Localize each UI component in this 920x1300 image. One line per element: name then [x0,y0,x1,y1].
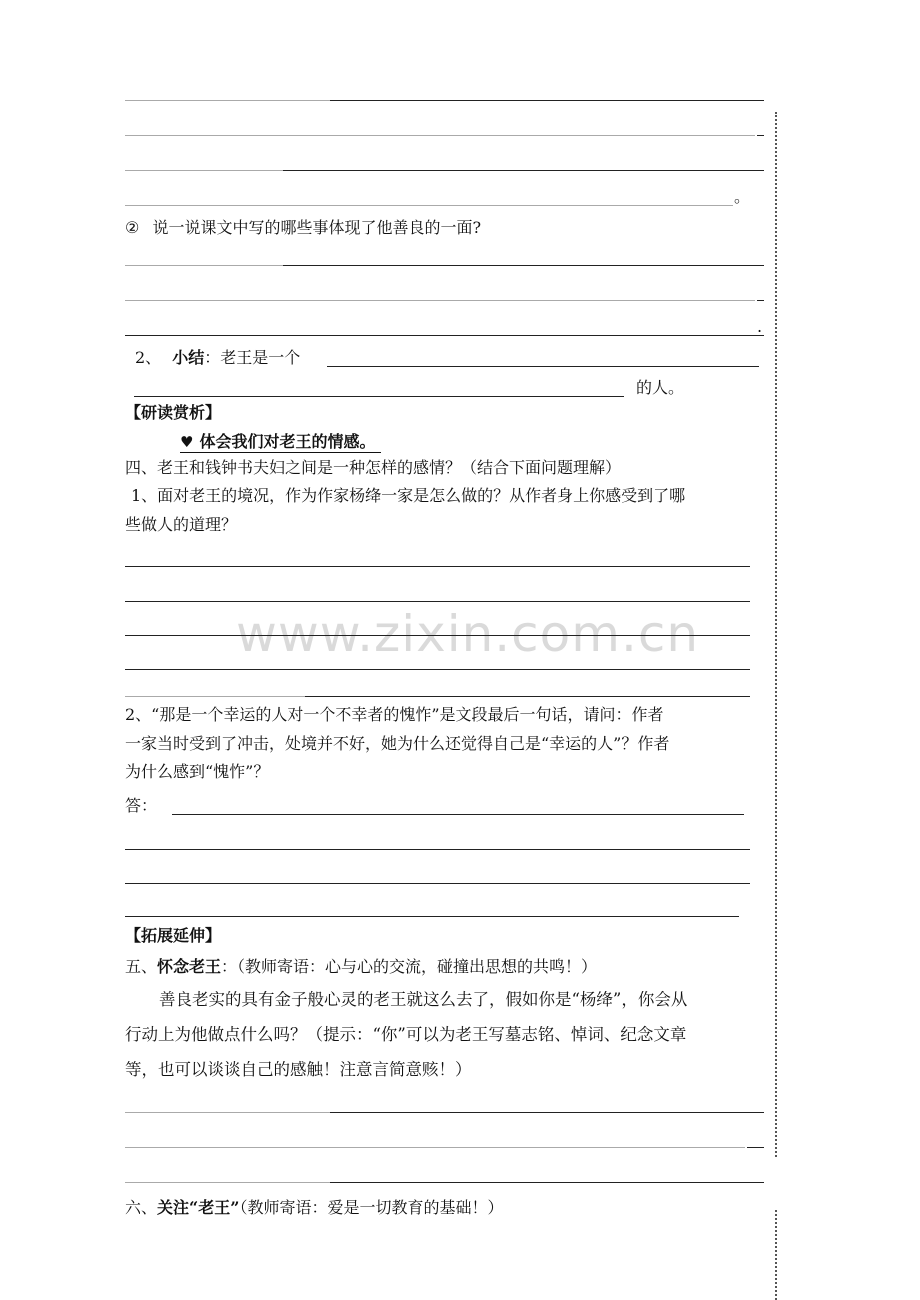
answer-line[interactable] [125,669,750,670]
question-6-note: （教师寄语：爱是一切教育的基础！） [239,1198,504,1217]
summary-suffix: 的人。 [636,378,685,397]
question-2-circled [125,218,481,238]
question-6-title [125,1198,503,1218]
answer-line[interactable] [330,100,764,101]
question-text: 说一说课文中写的哪些事体现了他善良的一面? [152,218,482,237]
answer-line[interactable] [125,170,283,171]
answer-line[interactable] [125,205,733,206]
summary [135,348,300,368]
answer-line[interactable] [125,1147,745,1148]
binding-dotted-line-upper [775,112,777,1157]
binding-dotted-line-lower [775,1210,777,1300]
summary-blank[interactable] [327,366,759,367]
summary-prefix: 2、 [135,348,162,367]
answer-line[interactable] [125,916,739,917]
answer-line-tail [757,135,764,136]
answer-line[interactable] [125,1182,330,1183]
question-4-2-line2: 一家当时受到了冲击，处境并不好，她为什么还觉得自己是“幸运的人”？作者 [125,734,670,753]
answer-line[interactable] [125,300,755,301]
answer-line[interactable] [125,696,305,697]
answer-line[interactable] [330,1112,764,1113]
question-5-label: 怀念老王 [157,957,222,976]
question-5-para-line3: 等，也可以谈谈自己的感触！注意言简意赅！） [125,1060,472,1079]
heart-icon: ♥ [180,433,194,451]
question-4-1-line2: 些做人的道理？ [125,515,238,534]
section-title-yandu: 【研读赏析】 [125,403,222,422]
question-5-para-line2: 行动上为他做点什么吗？（提示：“你”可以为老王写墓志铭、悼词、纪念文章 [125,1025,687,1044]
answer-line[interactable] [305,696,750,697]
answer-line[interactable] [125,601,750,602]
answer-line[interactable] [125,635,750,636]
question-number: ② [125,218,140,237]
sub-heading [180,432,381,452]
question-4-2-line3: 为什么感到“愧怍”？ [125,762,270,781]
question-4-1-line1: 1、面对老王的境况，作为作家杨绛一家是怎么做的？从作者身上你感受到了哪 [131,486,686,505]
answer-line[interactable] [330,1182,764,1183]
answer-line[interactable] [283,265,764,266]
question-5-title [125,957,597,977]
question-6-prefix: 六、 [125,1198,158,1217]
sub-heading-text: 体会我们对老王的情感。 [199,432,376,451]
answer-line[interactable] [125,883,750,884]
section-title-tuozhan: 【拓展延伸】 [125,926,222,945]
dot-mark: . [757,317,763,336]
question-4-title: 四、老王和钱钟书夫妇之间是一种怎样的感情？（结合下面问题理解） [125,458,622,477]
answer-line[interactable] [125,265,283,266]
answer-line[interactable] [172,814,744,815]
answer-line-tail [757,300,764,301]
answer-line[interactable] [125,566,750,567]
summary-blank[interactable] [134,396,624,397]
question-5-para-line1: 善良老实的具有金子般心灵的老王就这么去了，假如你是“杨绛”，你会从 [159,990,688,1009]
answer-line[interactable] [125,1112,330,1113]
watermark: www.zixin.com.cn [236,605,700,663]
answer-line[interactable] [283,170,764,171]
answer-line[interactable] [125,849,750,850]
summary-label: 小结 [172,348,205,367]
answer-line-tail [747,1147,764,1148]
summary-mid: ：老王是一个 [204,348,301,367]
question-4-2-line1: 2、“那是一个幸运的人对一个不幸者的愧怍”是文段最后一句话，请问：作者 [125,705,664,724]
answer-line[interactable] [125,135,755,136]
answer-line[interactable] [125,335,764,336]
period-mark: 。 [734,187,751,206]
question-5-prefix: 五、 [125,957,158,976]
question-5-note: ：（教师寄语：心与心的交流，碰撞出思想的共鸣！） [221,957,598,976]
answer-label: 答： [125,796,158,815]
question-6-label: 关注“老王” [157,1198,240,1217]
answer-line[interactable] [125,100,330,101]
